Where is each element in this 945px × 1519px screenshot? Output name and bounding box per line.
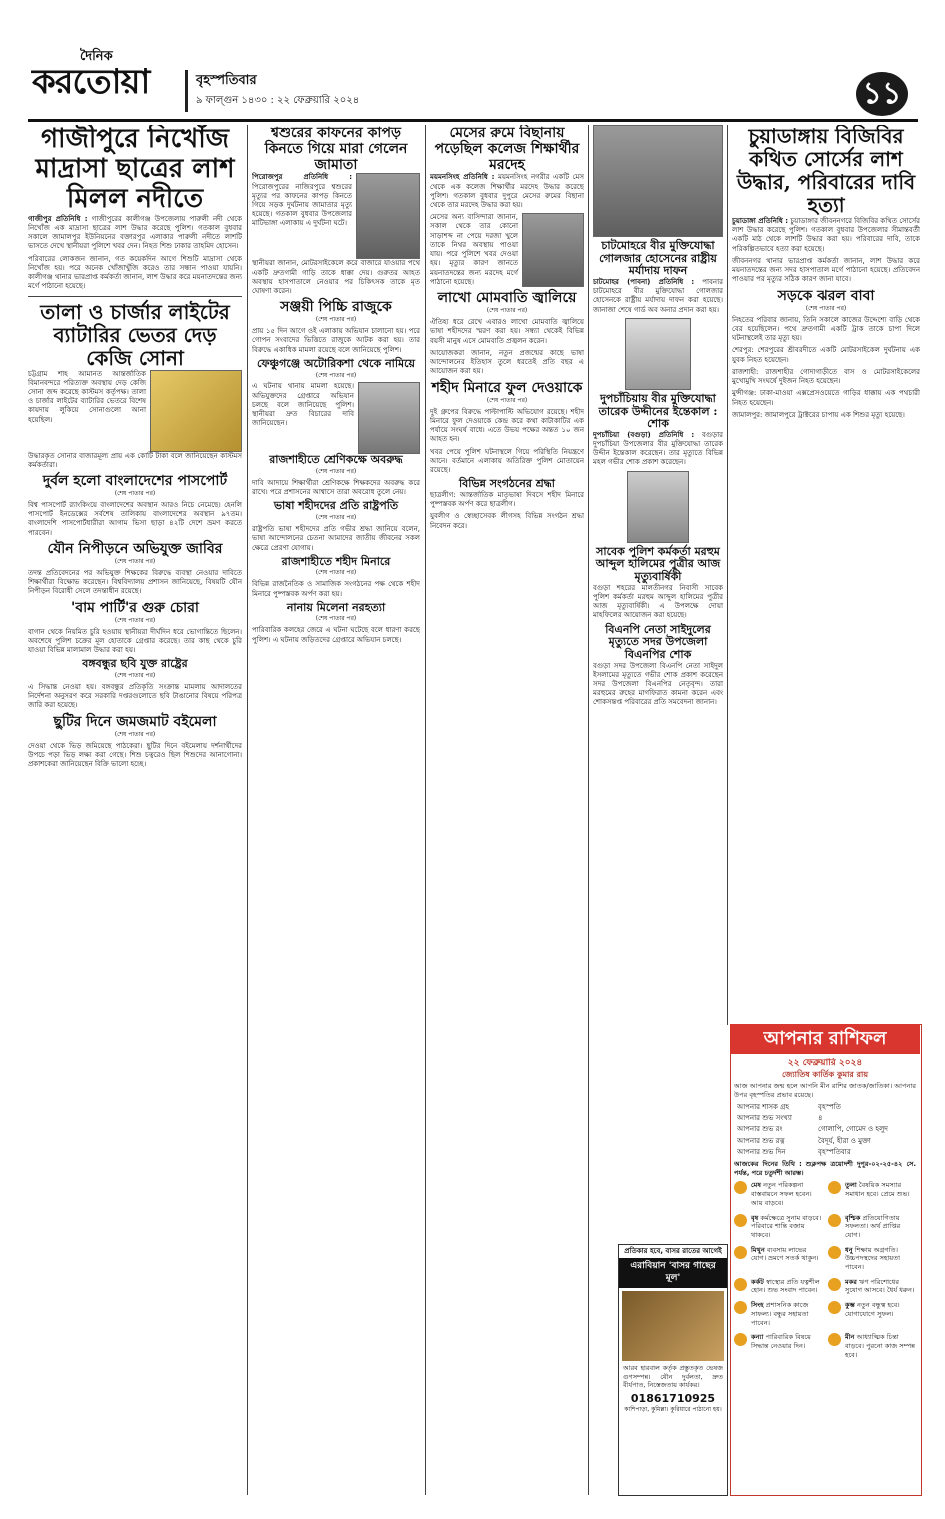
article-paragraph: প্রায় ১৫ দিন আগে ওই এলাকায় অভিযান চালানো হয়। পরে গোপন সংবাদের ভিত্তিতে রাজুকে আটক করা হয়। তার বিরুদ্ধে একাধিক মামলা রয়েছে বলে জানিয়েছে পুলিশ। xyxy=(252,327,420,354)
headline-bookfair: ছুটির দিনে জমজমাট বইমেলা xyxy=(53,713,217,730)
pisces-icon xyxy=(828,1333,841,1346)
column-5 xyxy=(732,125,920,1020)
continued-note: (শেষ পাতার পর) xyxy=(114,490,156,498)
sign-gemini xyxy=(734,1246,822,1272)
headline-police-officer: সাবেক পুলিশ কর্মকর্তা মরহুম আব্দুল হালিমের পুত্রীর আজ মৃত্যুবার্ষিকী xyxy=(595,544,721,583)
headline-minar-clash: শহীদ মিনারে ফুল দেওয়াকে xyxy=(431,379,583,396)
sign-text: আধ্যাত্মিক চিন্তা বাড়বে। পুরনো কাজ সম্পন্ন হবে। xyxy=(845,1333,916,1359)
aries-icon xyxy=(734,1181,747,1194)
article-paragraph: পাবনার চাটমোহরে বীর মুক্তিযোদ্ধা গোলজার হোসেনকে রাষ্ট্রীয় মর্যাদায় দাফন করা হয়েছে। জানাজা শেষে গার্ড অব অনার প্রদান করা হয়। xyxy=(593,277,723,314)
masthead-logo-small: দৈনিক xyxy=(80,49,113,64)
horoscope-author: জ্যোতিষ কার্তিক কুমার রায় xyxy=(781,1069,869,1079)
sign-name: কন্যা xyxy=(751,1333,764,1342)
continued-note: (শেষ পাতার পর) xyxy=(486,307,528,315)
sign-text: শিক্ষায় অগ্রগতি। উচ্চপদস্থদের সহায়তা পাবেন। xyxy=(845,1245,901,1272)
sign-name: কুম্ভ xyxy=(845,1301,855,1310)
sign-text: নতুন পরিকল্পনা বাস্তবায়নে সফল হবেন। আয় বাড়বে। xyxy=(751,1181,812,1207)
sign-name: মেষ xyxy=(751,1181,761,1190)
masthead-date: ৯ ফাল্গুন ১৪৩০ : ২২ ফেব্রুয়ারি ২০২৪ xyxy=(196,95,360,106)
article-paragraph: দেওয়া থেকে ভিড় জমিয়েছে পাঠকেরা। ছুটির দিনে বইমেলায় দর্শনার্থীদের উপচে পড়া ভিড় লক্ষ্য করা গেছে। শিশু চত্বরেও ছিল শিশুদের আনাগোনা। প্রকাশকেরা জানিয়েছেন বিক্রি ভালো হচ্ছে। xyxy=(28,741,242,769)
dateline: ময়মনসিংহ প্রতিনিধি : xyxy=(430,173,495,182)
masthead-logo: করতোয়া xyxy=(32,62,150,102)
sign-sagittarius xyxy=(828,1246,916,1272)
continued-note: (শেষ পাতার পর) xyxy=(114,558,156,566)
article-paragraph: বিশ্ব পাসপোর্ট র‍্যাংকিংয়ে বাংলাদেশের অবস্থান আরও নিচে নেমেছে। হেনলি পাসপোর্ট ইনডেক্সের সর্বশেষ তালিকায় বাংলাদেশের অবস্থান ৯৭তম। বাংলাদেশি পাসপোর্টধারীরা আগাম ভিসা ছাড়া ৪২টি দেশে ভ্রমণ করতে পারবেন। xyxy=(28,501,242,537)
horoscope-content xyxy=(734,1058,916,1490)
article-paragraph: বিভিন্ন রাজনৈতিক ও সামাজিক সংগঠনের পক্ষ থেকে শহীদ মিনারে পুষ্পস্তবক অর্পণ করা হয়। xyxy=(252,580,420,598)
sign-name: মিথুন xyxy=(751,1245,765,1254)
article-paragraph: বগুড়ার দুপচাঁচিয়া উপজেলার বীর মুক্তিযোদ্ধা তারেক উদ্দীন ইন্তেকাল করেছেন। তার মৃত্যুতে বিভিন্ন মহল গভীর শোক প্রকাশ করেছেন। xyxy=(593,430,723,467)
horoscope-tithi: আজকের দিনের তিথি : শুক্লপক্ষ ত্রয়োদশী দুপুর-০২-২৫-৪২ সে. পর্যন্ত, পরে চতুর্দশী আরম্ভ। xyxy=(734,1160,916,1177)
ad-address: কাশিপাড়া, কুমিল্লা। কুরিয়ারে পাঠানো হয়। xyxy=(624,1406,722,1414)
sign-text: পারিবারিক বিষয়ে সিদ্ধান্ত নেওয়ার দিন। xyxy=(751,1333,811,1350)
column-rule xyxy=(588,125,589,1495)
column-2 xyxy=(252,125,420,1495)
article-paragraph: পরিবারের লোকজন জানান, গত কয়েকদিন আগে শিশুটি মাদ্রাসা থেকে নিখোঁজ হয়। পরে অনেক খোঁজাখুঁজি করেও তার সন্ধান পাওয়া যায়নি। কালীগঞ্জ থানার ভারপ্রাপ্ত কর্মকর্তা জানান, লাশ উদ্ধার করে ময়নাতদন্তের জন্য মর্গে পাঠানো হয়েছে। xyxy=(28,254,242,291)
sign-name: বৃশ্চিক xyxy=(845,1213,861,1222)
article-paragraph: চট্টগ্রাম শাহ আমানত আন্তর্জাতিক বিমানবন্দরে পরিত্যক্ত অবস্থায় দেড় কেজি সোনা জব্দ করেছে কাস্টমস কর্তৃপক্ষ। তালা ও চার্জার লাইটের ব্যাটারির ভেতরে বিশেষ কায়দায় লুকিয়ে সোনাগুলো আনা হয়েছিল। xyxy=(28,369,146,424)
continued-note: (শেষ পাতার পর) xyxy=(315,514,357,522)
article-paragraph: বগুড়া সদর উপজেলা বিএনপি নেতা সাইদুল ইসলামের মৃত্যুতে গভীর শোক প্রকাশ করেছেন সদর উপজেলা বিএনপির নেতৃবৃন্দ। তারা মরহুমের রুহের মাগফিরাত কামনা করেন এবং শোকসন্তপ্ত পরিবারের প্রতি সমবেদনা জানান। xyxy=(593,661,723,707)
headline-rajshahi: রাজশাহীতে শ্রেণিকক্ষে অবরুদ্ধ xyxy=(269,453,403,467)
headline-dupchanchia: দুপচাঁচিয়ায় বীর মুক্তিযোদ্ধা তারেক উদ্দীনের ইন্তেকাল : শোক xyxy=(598,391,718,431)
headline-bam: 'বাম পার্টি'র গুরু চোরা xyxy=(71,599,199,616)
sign-grid xyxy=(734,1181,916,1363)
freedom-fighter-photo xyxy=(593,125,723,237)
article-paragraph: ঐতিহ্য ধরে রেখে এবারও লাখো মোমবাতি জ্বালিয়ে ভাষা শহীদদের স্মরণ করা হয়। সন্ধ্যা থেকেই বিভিন্ন বয়সী মানুষ এসে মোমবাতি প্রজ্বলন করেন। xyxy=(430,318,584,345)
article-paragraph: জামালপুর: জামালপুরে ট্রাক্টরের চাপায় এক শিশুর মৃত্যু হয়েছে। xyxy=(732,410,905,419)
article-paragraph: মুন্সীগঞ্জ: ঢাকা-মাওয়া এক্সপ্রেসওয়েতে গাড়ির ধাক্কায় এক পথচারী নিহত হয়েছেন। xyxy=(732,389,920,407)
headline-candles: লাখো মোমবাতি জ্বালিয়ে xyxy=(437,290,577,307)
article-paragraph: বগুড়া শহরের মালতীনগর নিবাসী সাবেক পুলিশ কর্মকর্তা মরহুম আব্দুল হালিমের পুত্রীর আজ মৃত্যুবার্ষিকী। এ উপলক্ষে দোয়া মাহফিলের আয়োজন করা হয়েছে। xyxy=(593,583,723,620)
cancer-icon xyxy=(734,1278,747,1291)
sign-capricorn xyxy=(828,1278,916,1295)
continued-note: (শেষ পাতার পর) xyxy=(114,672,156,679)
sign-name: বৃষ xyxy=(751,1213,759,1222)
sign-name: মীন xyxy=(845,1333,855,1342)
taurus-icon xyxy=(734,1214,747,1227)
article-paragraph: শেরপুর: শেরপুরের শ্রীবরদীতে একটি মোটরসাইকেল দুর্ঘটনায় এক যুবক নিহত হয়েছেন। xyxy=(732,346,920,364)
portrait-photo xyxy=(627,471,689,543)
continued-note: (শেষ পাতার পর) xyxy=(114,616,156,624)
sign-virgo xyxy=(734,1333,822,1359)
gold-photo xyxy=(150,370,242,452)
continued-note: (শেষ পাতার পর) xyxy=(486,396,528,404)
dateline: চাটমোহর (পাবনা) প্রতিনিধি : xyxy=(593,277,695,286)
sign-name: মকর xyxy=(845,1277,857,1286)
portrait-photo xyxy=(356,173,420,259)
headline-chatmohar: চাটমোহরে বীর মুক্তিযোদ্ধা গোলজার হোসেনের রাষ্ট্রীয় মর্যাদায় দাফন xyxy=(599,239,717,278)
column-rule xyxy=(727,125,728,1025)
sign-name: তুলা xyxy=(845,1181,857,1190)
article-paragraph: খবর পেয়ে পুলিশ ঘটনাস্থলে গিয়ে পরিস্থিতি নিয়ন্ত্রণে আনে। বর্তমানে এলাকায় অতিরিক্ত পুলিশ মোতায়েন রয়েছে। xyxy=(430,447,584,475)
table-cell: আপনার শাসক গ্রহ xyxy=(737,1102,790,1111)
sign-text: প্রতিযোগিতায় সফলতা। অর্থ প্রাপ্তির যোগ। xyxy=(845,1213,901,1239)
article-paragraph: এ সিদ্ধান্ত নেওয়া হয়। বঙ্গবন্ধুর প্রতিকৃতি সংক্রান্ত মামলায় আদালতের নির্দেশনা অনুসরণ করে সরকারি দপ্তরগুলোতে ছবি টাঙানোর বিষয়ে পরিপত্র জারি করা হয়েছে। xyxy=(28,682,242,710)
dateline: গাজীপুর প্রতিনিধি : xyxy=(28,214,88,223)
sign-name: সিংহ xyxy=(751,1301,764,1310)
herbal-ad xyxy=(618,1244,728,1496)
sign-text: ব্যবসায় লাভের যোগ। ভ্রমণে সতর্ক থাকুন। xyxy=(751,1245,819,1263)
sign-name: কর্কট xyxy=(751,1277,764,1286)
article-paragraph: উদ্ধারকৃত সোনার বাজারমূল্য প্রায় এক কোটি টাকা বলে জানিয়েছেন কাস্টমস কর্মকর্তারা। xyxy=(28,451,242,469)
headline-organizations: বিভিন্ন সংগঠনের শ্রদ্ধা xyxy=(459,477,555,491)
headline-chuadanga: চুয়াডাঙ্গায় বিজিবির কথিত সোর্সের লাশ উদ্ধার, পরিবারের দাবি হত্যা xyxy=(736,125,916,217)
continued-note: (শেষ পাতার পর) xyxy=(805,304,847,312)
headline-gold: তালা ও চার্জার লাইটের ব্যাটারির ভেতর দেড় কেজি সোনা xyxy=(40,299,230,370)
dateline: দুপচাঁচিয়া (বগুড়া) প্রতিনিধি : xyxy=(593,430,695,439)
article-paragraph: দুই গ্রুপের বিরুদ্ধে পাল্টাপাল্টি অভিযোগ রয়েছে। শহীদ মিনারে ফুল দেওয়াকে কেন্দ্র করে কথা কাটাকাটির এক পর্যায়ে সংঘর্ষ বাধে। এতে উভয় পক্ষের অন্তত ১০ জন আহত হন। xyxy=(430,407,584,444)
sign-libra xyxy=(828,1181,916,1207)
masthead-day: বৃহস্পতিবার xyxy=(196,73,257,88)
sign-text: কর্মক্ষেত্রে সুনাম বাড়বে। পরিবারে শান্তি বজায় থাকবে। xyxy=(751,1213,822,1239)
column-3 xyxy=(430,125,584,1495)
article-paragraph: বাগান থেকে নিয়মিত চুরি হওয়ায় স্থানীয়রা দীর্ঘদিন ধরে ভোগান্তিতে ছিলেন। অবশেষে পুলিশ চক্রের মূল হোতাকে গ্রেপ্তার করেছে। তার কাছ থেকে চুরি যাওয়া বিভিন্ন মালামাল উদ্ধার করা হয়। xyxy=(28,627,242,655)
continued-note: (শেষ পাতার পর) xyxy=(315,569,357,577)
column-4 xyxy=(593,125,723,1240)
headline-gazipur: গাজীপুরে নিখোঁজ মাদ্রাসা ছাত্রের লাশ মিলল নদীতে xyxy=(35,125,235,214)
continued-note: (শেষ পাতার পর) xyxy=(114,730,156,738)
table-cell: আপনার শুভ দিন xyxy=(737,1147,786,1156)
article-paragraph: মেসের অন্য বাসিন্দারা জানান, সকাল থেকে তার কোনো সাড়াশব্দ না পেয়ে দরজা খুলে তাকে নিথর অবস্থায় পাওয়া যায়। পরে পুলিশে খবর দেওয়া হয়। মৃত্যুর কারণ জানতে ময়নাতদন্তের জন্য মরদেহ মর্গে পাঠানো হয়েছে। xyxy=(430,213,518,286)
masthead-rule xyxy=(28,119,918,122)
headline-bhasha: ভাষা শহীদদের প্রতি রাষ্ট্রপতি xyxy=(273,499,399,513)
ad-headline: এরাবিয়ান 'বাসর গাছের মূল' xyxy=(619,1258,727,1288)
headline-passport: দুর্বল হলো বাংলাদেশের পাসপোর্ট xyxy=(42,473,228,490)
headline-son-in-law: শ্বশুরের কাফনের কাপড় কিনতে গিয়ে মারা গেলেন জামাতা xyxy=(264,125,408,174)
student-photo xyxy=(522,213,584,287)
table-cell: বৃহস্পতিবার xyxy=(818,1147,851,1156)
headline-narayanganj: নানায় মিলেনা নরহত্যা xyxy=(286,600,386,614)
sign-text: নতুন বন্ধুত্ব হবে। যোগাযোগে সুফল। xyxy=(845,1301,900,1318)
table-cell: বৈদূর্য, হীরা ও মুক্তা xyxy=(818,1136,871,1145)
continued-note: (শেষ পাতার পর) xyxy=(315,316,357,324)
ad-body: আরব হারবাল কর্তৃক প্রস্তুতকৃত ভেষজ গুণসম্পন্ন। যৌন দুর্বলতা, দ্রুত বীর্যপাত, নিস্তেজতায় কার্যকর। xyxy=(623,1363,723,1390)
table-cell: আপনার শুভ রত্ন xyxy=(737,1136,785,1145)
sign-text: ঋণ পরিশোধের সুযোগ আসবে। ধৈর্য ধরুন। xyxy=(845,1277,915,1295)
sign-text: স্বাস্থ্যের প্রতি যত্নশীল হোন। শুভ সংবাদ পাবেন। xyxy=(751,1277,820,1295)
article-paragraph: চুয়াডাঙ্গার জীবননগরে বিজিবির কথিত সোর্সের লাশ উদ্ধার করেছে পুলিশ। গতকাল বুধবার উপজেলার সীমান্তবর্তী একটি মাঠ থেকে লাশটি উদ্ধার করা হয়। পরিবারের দাবি, তাকে পরিকল্পিতভাবে হত্যা করা হয়েছে। xyxy=(732,217,920,253)
sign-text: প্রশাসনিক কাজে সাফল্য। বন্ধুর সহায়তা পাবেন। xyxy=(751,1301,809,1327)
scorpio-icon xyxy=(828,1214,841,1227)
fenchuganj-photo xyxy=(358,382,420,454)
headline-mess: মেসের রুমে বিছানায় পড়েছিল কলেজ শিক্ষার্থীর মরদেহ xyxy=(434,125,580,174)
sign-text: বৈষয়িক সমস্যার সমাধান হবে। প্রেমে শুভ। xyxy=(845,1181,910,1199)
article-paragraph: দাবি আদায়ে শিক্ষার্থীরা শ্রেণিকক্ষে শিক্ষকদের অবরুদ্ধ করে রাখে। পরে প্রশাসনের আশ্বাসে তারা অবরোধ তুলে নেয়। xyxy=(252,479,420,497)
article-paragraph: আয়োজকরা জানান, নতুন প্রজন্মের কাছে ভাষা আন্দোলনের ইতিহাস তুলে ধরতেই প্রতি বছর এ আয়োজন করা হয়। xyxy=(430,348,584,376)
article-paragraph: রাষ্ট্রপতি ভাষা শহীদদের প্রতি গভীর শ্রদ্ধা জানিয়ে বলেন, ভাষা আন্দোলনের চেতনা আমাদের জাতীয় জীবনের সকল ক্ষেত্রে প্রেরণা যোগায়। xyxy=(252,525,420,552)
libra-icon xyxy=(828,1181,841,1194)
article-paragraph: পিরোজপুরের নাজিরপুরে শ্বশুরের মৃত্যুর পর কাফনের কাপড় কিনতে গিয়ে সড়ক দুর্ঘটনায় জামাতার মৃত্যু হয়েছে। গতকাল বুধবার উপজেলার মাটিভাঙ্গা এলাকায় এ দুর্ঘটনা ঘটে। xyxy=(252,182,352,228)
table-cell: বৃহস্পতি xyxy=(818,1102,841,1111)
article-paragraph: ছাত্রলীগ: আন্তর্জাতিক মাতৃভাষা দিবসে শহীদ মিনারে পুষ্পস্তবক অর্পণ করে ছাত্রলীগ। xyxy=(430,490,584,509)
continued-note: (শেষ পাতার পর) xyxy=(315,371,357,379)
aquarius-icon xyxy=(828,1301,841,1314)
sign-cancer xyxy=(734,1278,822,1295)
dateline: চুয়াডাঙ্গা প্রতিনিধি : xyxy=(732,217,789,225)
headline-bnp: বিএনপি নেতা সাইদুলের মৃত্যুতে সদর উপজেলা বিএনপির শোক xyxy=(605,622,711,661)
table-cell: আপনার শুভ রং xyxy=(737,1125,783,1134)
horoscope-intro: আজ আপনার জন্ম হলে আপনি মীন রাশির জাতক/জাতিকা। আপনার উপর বৃহস্পতির প্রভাব রয়েছে। xyxy=(734,1082,916,1100)
sign-name: ধনু xyxy=(845,1245,853,1254)
headline-road-accident: সড়কে ঝরল বাবা xyxy=(777,287,875,304)
table-cell: ৪ xyxy=(818,1114,823,1123)
article-paragraph: পারিবারিক কলহের জেরে এ ঘটনা ঘটেছে বলে ধারণা করছে পুলিশ। এ ঘটনায় জড়িতদের গ্রেপ্তারে অভিযান চলছে। xyxy=(252,626,420,644)
column-1 xyxy=(28,125,242,1495)
headline-shaheed-minar: রাজশাহীতে শহীদ মিনারে xyxy=(281,554,391,568)
sagittarius-icon xyxy=(828,1246,841,1259)
article-paragraph: রাজশাহী: রাজশাহীর গোদাগাড়ীতে বাস ও মোটরসাইকেলের মুখোমুখি সংঘর্ষে দুইজন নিহত হয়েছেন। xyxy=(732,367,920,386)
headline-fenchuganj: ফেঞ্চুগঞ্জে অটোরিকশা থেকে নামিয়ে xyxy=(257,356,415,370)
table-cell: আপনার শুভ সংখ্যা xyxy=(737,1114,792,1123)
sign-aries xyxy=(734,1181,822,1207)
column-rule xyxy=(247,125,248,1495)
sign-scorpio xyxy=(828,1214,916,1240)
masthead-divider xyxy=(185,70,188,112)
headline-harassment: যৌন নিপীড়নে অভিযুক্ত জাবির xyxy=(47,540,223,557)
article-paragraph: জীবননগর থানার ভারপ্রাপ্ত কর্মকর্তা জানান, লাশ উদ্ধার করে ময়নাতদন্তের জন্য সদর হাসপাতাল মর্গে পাঠানো হয়েছে। প্রতিবেদন পাওয়ার পর মৃত্যুর সঠিক কারণ জানা যাবে। xyxy=(732,256,920,284)
horoscope-title: আপনার রাশিফল xyxy=(730,1024,920,1054)
sign-leo xyxy=(734,1301,822,1327)
sign-taurus xyxy=(734,1214,822,1240)
capricorn-icon xyxy=(828,1278,841,1291)
gemini-icon xyxy=(734,1246,747,1259)
article-paragraph: এ ঘটনায় থানায় মামলা হয়েছে। অভিযুক্তদের গ্রেপ্তারে অভিযান চলছে বলে জানিয়েছে পুলিশ। স্থানীয়রা দ্রুত বিচারের দাবি জানিয়েছেন। xyxy=(252,382,354,428)
divider xyxy=(28,296,242,297)
obituary-photo xyxy=(625,318,691,390)
article-paragraph: যুবলীগ ও স্বেচ্ছাসেবক লীগসহ বিভিন্ন সংগঠন শ্রদ্ধা নিবেদন করে। xyxy=(430,512,584,530)
article-paragraph: গাজীপুরের কালীগঞ্জ উপজেলায় পারুলী নদী থেকে নিখোঁজ এক মাদ্রাসা ছাত্রের লাশ উদ্ধার করেছে পুলিশ। গতকাল বুধবার সকালে জামালপুর ইউনিয়নের বক্তারপুর এলাকার পারুলী নদীতে লাশটি ভাসতে দেখে স্থানীয়রা পুলিশে খবর দেন। নিহত শিশু ঢাকার তাহমিদ হোসেন। xyxy=(28,214,242,251)
table-cell: গোলাপি, গোমেদ ও হলুদ xyxy=(818,1125,888,1134)
ad-phone[interactable]: 01861710925 xyxy=(630,1391,716,1405)
sign-aquarius xyxy=(828,1301,916,1327)
virgo-icon xyxy=(734,1333,747,1346)
column-rule xyxy=(425,125,426,1495)
continued-note: (শেষ পাতার পর) xyxy=(315,468,357,476)
headline-sanjay: সঞ্জয়ী পিচ্চি রাজুকে xyxy=(280,299,392,316)
page-number-badge: ১১ xyxy=(856,72,908,116)
article-paragraph: ময়মনসিংহ নগরীর একটি মেস থেকে এক কলেজ শিক্ষার্থীর মরদেহ উদ্ধার করেছে পুলিশ। গতকাল বুধবার দুপুরে মেসের রুমের বিছানা থেকে তার মরদেহ উদ্ধার করা হয়। xyxy=(430,173,584,209)
continued-note: (শেষ পাতার পর) xyxy=(315,615,357,623)
article-paragraph: স্থানীয়রা জানান, মোটরসাইকেলে করে বাজারে যাওয়ার পথে একটি দ্রুতগামী গাড়ি তাকে ধাক্কা দেয়। গুরুতর আহত অবস্থায় হাসপাতালে নেওয়ার পর চিকিৎসক তাকে মৃত ঘোষণা করেন। xyxy=(252,259,420,295)
horoscope-date: ২২ ফেব্রুয়ারি ২০২৪ xyxy=(787,1058,863,1068)
horoscope-table xyxy=(734,1102,916,1158)
sign-pisces xyxy=(828,1333,916,1359)
ad-product-photo xyxy=(622,1291,724,1361)
article-paragraph: নিহতের পরিবার জানায়, তিনি সকালে কাজের উদ্দেশ্যে বাড়ি থেকে বের হয়েছিলেন। পথে দ্রুতগামী একটি ট্রাক তাকে চাপা দিলে ঘটনাস্থলেই তার মৃত্যু হয়। xyxy=(732,315,920,343)
headline-bangabandhu: বঙ্গবন্ধুর ছবি যুক্ত রাষ্ট্রের xyxy=(82,657,188,671)
article-paragraph: তদন্ত প্রতিবেদনের পর অভিযুক্ত শিক্ষকের বিরুদ্ধে ব্যবস্থা নেওয়ার দাবিতে শিক্ষার্থীরা বিক্ষোভ করেছেন। বিশ্ববিদ্যালয় প্রশাসন জানিয়েছে, বিষয়টি যৌন নিপীড়ন বিরোধী সেলে তদন্তাধীন রয়েছে। xyxy=(28,568,242,596)
ad-tagline: প্রতিকার হবে, বাসর রাতের আগেই xyxy=(624,1247,722,1255)
leo-icon xyxy=(734,1301,747,1314)
dateline: পিরোজপুর প্রতিনিধি : xyxy=(252,173,352,182)
